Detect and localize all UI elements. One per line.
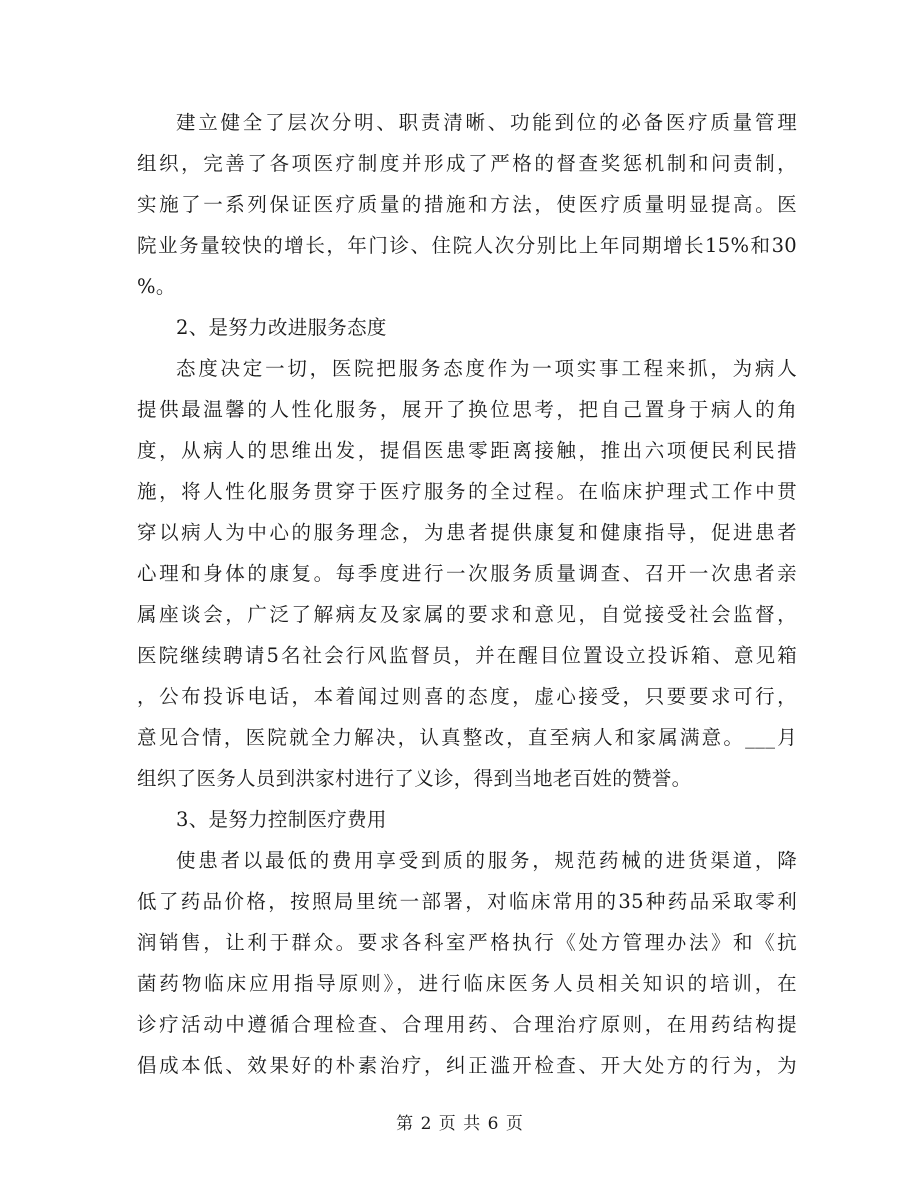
text-line: 菌药物临床应用指导原则》，进行临床医务人员相关知识的培训，在: [137, 972, 797, 995]
page-number-footer: 第 2 页 共 6 页: [396, 1114, 524, 1134]
text-line: 度，从病人的思维出发，提倡医患零距离接触，推出六项便民利民措: [137, 439, 797, 462]
text-line: 穿以病人为中心的服务理念，为患者提供康复和健康指导，促进患者: [137, 521, 797, 544]
text-line: 属座谈会，广泛了解病友及家属的要求和意见，自觉接受社会监督，: [137, 603, 797, 626]
text-line: ，公布投诉电话，本着闻过则喜的态度，虚心接受，只要要求可行，: [137, 685, 797, 708]
text-line: 润销售，让利于群众。要求各科室严格执行《处方管理办法》和《抗: [137, 931, 797, 954]
text-line: %。: [137, 275, 176, 298]
text-line: 医院继续聘请5名社会行风监督员，并在醒目位置设立投诉箱、意见箱: [137, 644, 797, 667]
text-line: 组织了医务人员到洪家村进行了义诊，得到当地老百姓的赞誉。: [137, 767, 692, 790]
text-line: 提供最温馨的人性化服务，展开了换位思考，把自己置身于病人的角: [137, 398, 797, 421]
text-line: 诊疗活动中遵循合理检查、合理用药、合理治疗原则，在用药结构提: [137, 1013, 797, 1036]
text-line: 心理和身体的康复。每季度进行一次服务质量调查、召开一次患者亲: [137, 562, 797, 585]
text-line: 施，将人性化服务贯穿于医疗服务的全过程。在临床护理式工作中贯: [137, 480, 797, 503]
text-line: 建立健全了层次分明、职责清晰、功能到位的必备医疗质量管理: [176, 111, 797, 134]
text-line: 实施了一系列保证医疗质量的措施和方法，使医疗质量明显提高。医: [137, 193, 797, 216]
text-line: 低了药品价格，按照局里统一部署，对临床常用的35种药品采取零利: [137, 890, 797, 913]
section-heading: 3、是努力控制医疗费用: [176, 808, 387, 831]
text-line: 态度决定一切，医院把服务态度作为一项实事工程来抓，为病人: [176, 357, 797, 380]
text-line: 倡成本低、效果好的朴素治疗，纠正滥开检查、开大处方的行为，为: [137, 1054, 797, 1077]
text-line: 组织，完善了各项医疗制度并形成了严格的督查奖惩机制和问责制，: [137, 152, 797, 175]
text-line: 意见合情，医院就全力解决，认真整改，直至病人和家属满意。___月: [137, 726, 797, 749]
section-heading: 2、是努力改进服务态度: [176, 316, 387, 339]
text-line: 使患者以最低的费用享受到质的服务，规范药械的进货渠道，降: [176, 849, 797, 872]
text-line: 院业务量较快的增长，年门诊、住院人次分别比上年同期增长15%和30: [137, 234, 797, 257]
